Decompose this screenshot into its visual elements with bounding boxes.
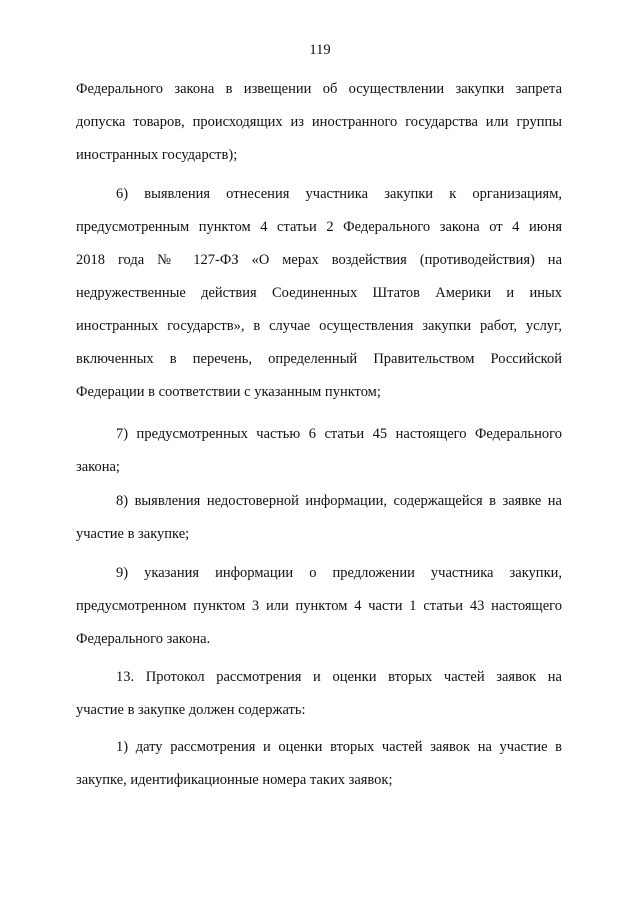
text-line: 6) выявления отнесения участника закупки к организациям, — [116, 186, 562, 202]
text-line: 13. Протокол рассмотрения и оценки вторых частей заявок на — [116, 669, 562, 685]
text-line: 1) дату рассмотрения и оценки вторых частей заявок на участие в — [116, 739, 562, 755]
text-line: закона; — [76, 459, 120, 475]
page-number: 119 — [309, 42, 331, 58]
text-line: недружественные действия Соединенных Штатов Америки и иных — [76, 285, 562, 301]
text-line: предусмотренном пунктом 3 или пунктом 4 части 1 статьи 43 настоящего — [76, 598, 562, 614]
text-line: 2018 года № 127-ФЗ «О мерах воздействия (противодействия) на — [76, 252, 562, 268]
text-line: Федерального закона. — [76, 631, 211, 647]
text-line: 8) выявления недостоверной информации, содержащейся в заявке на — [116, 493, 562, 509]
text-line: 9) указания информации о предложении участника закупки, — [116, 565, 562, 581]
text-line: участие в закупке; — [76, 526, 190, 542]
text-line: включенных в перечень, определенный Правительством Российской — [76, 351, 562, 367]
text-line: Федерального закона в извещении об осуществлении закупки запрета — [76, 81, 562, 97]
text-line: иностранных государств); — [76, 147, 238, 163]
text-line: 7) предусмотренных частью 6 статьи 45 настоящего Федерального — [116, 426, 562, 442]
text-line: закупке, идентификационные номера таких заявок; — [76, 772, 393, 788]
text-line: участие в закупке должен содержать: — [76, 702, 306, 718]
text-line: допуска товаров, происходящих из иностранного государства или группы — [76, 114, 562, 130]
text-line: иностранных государств», в случае осуществления закупки работ, услуг, — [76, 318, 562, 334]
text-line: предусмотренным пунктом 4 статьи 2 Федерального закона от 4 июня — [76, 219, 562, 235]
text-line: Федерации в соответствии с указанным пунктом; — [76, 384, 381, 400]
